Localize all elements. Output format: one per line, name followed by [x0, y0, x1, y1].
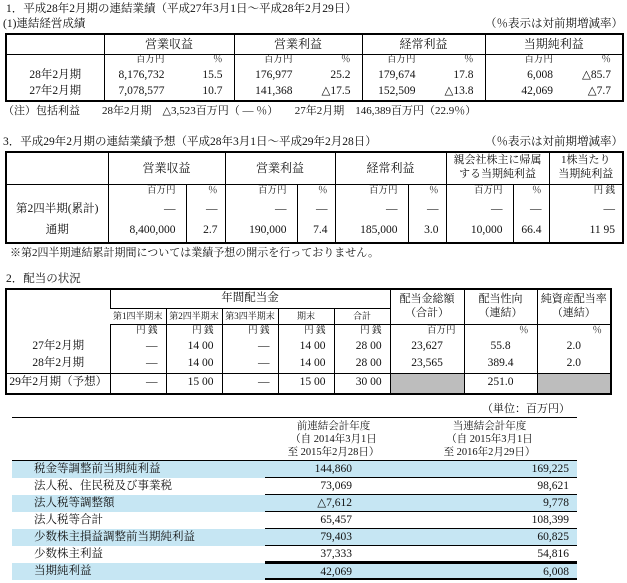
unit-label: 百万円	[108, 184, 186, 200]
col-header-payout-ratio: 配当性向 （連結）	[464, 289, 537, 325]
value-cell	[104, 84, 234, 101]
income-statement-table	[12, 417, 577, 580]
amount: 185,000	[335, 221, 408, 243]
unit-cell	[234, 54, 362, 68]
forecast-table	[5, 151, 624, 244]
dividend-row-fy27	[6, 339, 611, 356]
total-dividends: 23,627	[390, 339, 464, 356]
empty-cell	[6, 324, 110, 339]
statement-row	[12, 478, 577, 495]
unit-label-yen-sen: 円 銭	[549, 184, 623, 200]
dividend-value: 15 00	[166, 373, 222, 394]
dividend-value: 15 00	[278, 373, 334, 394]
consolidated-results-table	[5, 33, 624, 102]
sub-header-q1: 第1四半期末	[110, 308, 166, 324]
pct-change: △85.7	[582, 68, 611, 81]
statement-row-net-income	[12, 563, 577, 580]
forecast-row-q2	[6, 200, 623, 221]
dividend-on-net-assets: 2.0	[537, 339, 611, 356]
col-header-current-fy: 当連結会計年度 （自 2015年3月1日 至 2016年2月29日）	[443, 420, 536, 458]
pct-change: 15.5	[202, 68, 223, 81]
unit-label: 円 銭	[278, 324, 334, 339]
value-cell	[362, 84, 485, 101]
value-cell	[234, 84, 362, 101]
payout-ratio: 55.8	[464, 339, 537, 356]
pct-label: ％	[408, 184, 446, 200]
pct-change: 3.0	[408, 221, 446, 243]
section3-title-row	[3, 136, 623, 150]
sub-header-total: 合計	[334, 308, 390, 324]
unit-label: 百万円	[135, 55, 165, 66]
section3-title: 3．平成29年2月期の連結業績予想（平成28年3月1日～平成29年2月28日）	[3, 135, 377, 148]
pct-change: 2.7	[186, 221, 225, 243]
sub-header-q2: 第2四半期末	[166, 308, 222, 324]
col-header-operating-revenue: 営業収益	[104, 34, 234, 55]
row-label: 通期	[45, 224, 69, 237]
prev-value: 79,403	[265, 529, 402, 546]
amount: ―	[446, 200, 513, 221]
unit-cell	[485, 54, 623, 68]
pct-change: △13.8	[444, 84, 474, 97]
dividend-value: ―	[110, 339, 166, 356]
prev-value: △7,612	[265, 495, 402, 512]
amount: 7,078,577	[118, 84, 165, 97]
dividend-row-fy29-forecast	[6, 373, 611, 394]
dividend-row-fy28	[6, 356, 611, 374]
pct-change: 25.2	[330, 68, 351, 81]
payout-ratio: 389.4	[464, 356, 537, 374]
col-header-total-dividends: 配当金総額 （合計）	[390, 289, 464, 325]
total-dividends: 23,565	[390, 356, 464, 374]
unit-label: 百万円	[225, 184, 297, 200]
pct-change: 66.4	[513, 221, 549, 243]
pct-label: ％	[212, 55, 223, 66]
comprehensive-income-footnote: （注）包括利益 28年2月期 △3,523百万円（ ― ％） 27年2月期 146,389百万円（22.9％）	[3, 104, 477, 117]
pct-change: ―	[297, 200, 335, 221]
empty-cell	[12, 420, 265, 459]
pct-change: 7.4	[297, 221, 335, 243]
amount: 190,000	[225, 221, 297, 243]
amount: 42,069	[521, 84, 553, 97]
pct-change: ―	[186, 200, 225, 221]
unit-label: 百万円	[390, 324, 464, 339]
unit-label: 百万円	[335, 184, 408, 200]
pct-label: ％	[463, 55, 474, 66]
sub-header-q3: 第3四半期末	[222, 308, 278, 324]
forecast-unit-row	[6, 184, 623, 200]
unit-cell	[362, 54, 485, 68]
prev-value: 65,457	[265, 512, 402, 529]
col-header-operating-income: 営業利益	[234, 34, 362, 55]
col-header-ordinary-income: 経常利益	[362, 34, 485, 55]
statement-row	[12, 495, 577, 512]
statement-row	[12, 461, 577, 478]
unit-label: 百万円	[386, 55, 416, 66]
row-label: 法人税等合計	[34, 514, 103, 527]
row-label: 少数株主利益	[34, 548, 103, 561]
dividend-value: 14 00	[278, 339, 334, 356]
dividend-value: ―	[110, 373, 166, 394]
dividend-value: ―	[110, 356, 166, 374]
row-label: 税金等調整前当期純利益	[34, 463, 161, 476]
section1-title: 1．平成28年2月期の連結業績（平成27年3月1日～平成28年2月29日）	[6, 3, 357, 15]
curr-value: 6,008	[402, 563, 577, 580]
unit-label: 百万円	[446, 184, 513, 200]
forecast-row-fullyear	[6, 221, 623, 243]
forecast-header-row	[6, 152, 623, 185]
pct-label: ％	[513, 184, 549, 200]
dividend-on-net-assets: 2.0	[537, 356, 611, 374]
col-header-operating-revenue: 営業収益	[108, 152, 225, 185]
row-label: 27年2月期	[32, 340, 85, 353]
statement-row	[12, 546, 577, 563]
col-header-dividend-on-net-assets: 純資産配当率 （連結）	[537, 289, 611, 325]
amount: ―	[108, 200, 186, 221]
dividend-on-net-assets-blank	[537, 373, 611, 394]
value-cell	[104, 68, 234, 84]
dividend-value: ―	[222, 339, 278, 356]
pct-label: ％	[601, 55, 611, 66]
unit-note: （単位：百万円）	[482, 402, 570, 415]
value-cell	[362, 68, 485, 84]
row-label: 法人税、住民税及び事業税	[34, 480, 172, 493]
col-header-eps: 1株当たり 当期純利益	[549, 152, 623, 185]
row-label: 少数株主損益調整前当期純利益	[34, 531, 195, 544]
dividend-value: 30 00	[334, 373, 390, 394]
value-cell	[485, 84, 623, 101]
results-header-row	[6, 34, 623, 55]
prev-value: 73,069	[265, 478, 402, 495]
dividend-value: 14 00	[166, 339, 222, 356]
pct-change: 17.8	[453, 68, 474, 81]
section1-subtitle-row	[3, 18, 623, 32]
dividend-value: 14 00	[278, 356, 334, 374]
statement-header-row	[12, 418, 577, 461]
curr-value: 9,778	[402, 495, 577, 512]
curr-value: 169,225	[402, 461, 577, 478]
amount: 179,674	[378, 68, 416, 81]
unit-label: 百万円	[524, 55, 553, 66]
amount: 10,000	[446, 221, 513, 243]
unit-label: 円 銭	[334, 324, 390, 339]
unit-label: 百万円	[263, 55, 293, 66]
row-label: 当期純利益	[34, 565, 92, 578]
amount: 8,176,732	[118, 68, 165, 81]
amount: ―	[225, 200, 297, 221]
section1-pct-note: （％表示は対前期増減率）	[485, 17, 623, 30]
corner-cell	[6, 152, 108, 185]
row-label: 第2四半期(累計)	[16, 203, 99, 216]
total-dividends-blank	[390, 373, 464, 394]
empty-cell	[6, 184, 108, 200]
corner-cell	[6, 34, 104, 55]
statement-row	[12, 529, 577, 546]
pct-change: ―	[408, 200, 446, 221]
row-label: 28年2月期	[32, 357, 85, 370]
amount: 152,509	[378, 84, 416, 97]
dividend-header-row1	[6, 289, 611, 309]
row-label: 27年2月期	[29, 84, 82, 97]
results-row-fy27	[6, 84, 623, 101]
prev-value: 144,860	[265, 461, 402, 478]
pct-change: △7.7	[587, 84, 611, 97]
curr-value: 54,816	[402, 546, 577, 563]
results-unit-row	[6, 54, 623, 68]
amount: 141,368	[255, 84, 293, 97]
col-header-previous-fy: 前連結会計年度 （自 2014年3月1日 至 2015年2月28日）	[287, 420, 380, 458]
dividend-unit-row	[6, 324, 611, 339]
unit-label: ％	[537, 324, 611, 339]
dividend-value: ―	[222, 373, 278, 394]
col-header-parent-net-income: 親会社株主に帰属 する当期純利益	[446, 152, 549, 185]
eps-value: ―	[549, 200, 623, 221]
forecast-note: ※第2四半期連結累計期間については業績予想の開示を行っておりません。	[10, 246, 379, 259]
annual-dividend-header: 年間配当金	[110, 289, 390, 309]
dividend-value: 28 00	[334, 356, 390, 374]
pct-label: ％	[297, 184, 335, 200]
section1-subtitle: (1)連結経営成績	[3, 17, 86, 30]
curr-value: 108,399	[402, 512, 577, 529]
row-label: 28年2月期	[29, 68, 82, 81]
statement-row	[12, 512, 577, 529]
results-row-fy28	[6, 68, 623, 84]
amount: ―	[335, 200, 408, 221]
unit-label: 円 銭	[110, 324, 166, 339]
eps-value: 11 95	[549, 221, 623, 243]
amount: 6,008	[527, 68, 553, 81]
dividend-value: ―	[222, 356, 278, 374]
pct-label: ％	[340, 55, 351, 66]
section3-pct-note: （％表示は対前期増減率）	[485, 135, 623, 148]
pct-change: ―	[513, 200, 549, 221]
prev-value: 37,333	[265, 546, 402, 563]
pct-change: △17.5	[321, 84, 351, 97]
pct-label: ％	[186, 184, 225, 200]
unit-label: 円 銭	[222, 324, 278, 339]
curr-value: 60,825	[402, 529, 577, 546]
dividend-table	[5, 288, 612, 395]
col-header-operating-income: 営業利益	[225, 152, 335, 185]
empty-cell	[6, 54, 104, 68]
amount: 8,400,000	[108, 221, 186, 243]
row-label: 29年2月期（予想）	[6, 373, 110, 394]
dividend-value: 28 00	[334, 339, 390, 356]
col-header-ordinary-income: 経常利益	[335, 152, 446, 185]
col-header-net-income: 当期純利益	[485, 34, 623, 55]
curr-value: 98,621	[402, 478, 577, 495]
unit-cell	[104, 54, 234, 68]
dividend-value: 14 00	[166, 356, 222, 374]
payout-ratio: 251.0	[464, 373, 537, 394]
unit-label: ％	[464, 324, 537, 339]
pct-change: 10.7	[202, 84, 223, 97]
prev-value: 42,069	[265, 563, 402, 580]
unit-label: 円 銭	[166, 324, 222, 339]
value-cell	[234, 68, 362, 84]
row-label: 法人税等調整額	[34, 497, 115, 510]
amount: 176,977	[255, 68, 293, 81]
value-cell	[485, 68, 623, 84]
section2-title: 2．配当の状況	[6, 272, 81, 285]
sub-header-yearend: 期末	[278, 308, 334, 324]
corner-cell	[6, 289, 110, 325]
